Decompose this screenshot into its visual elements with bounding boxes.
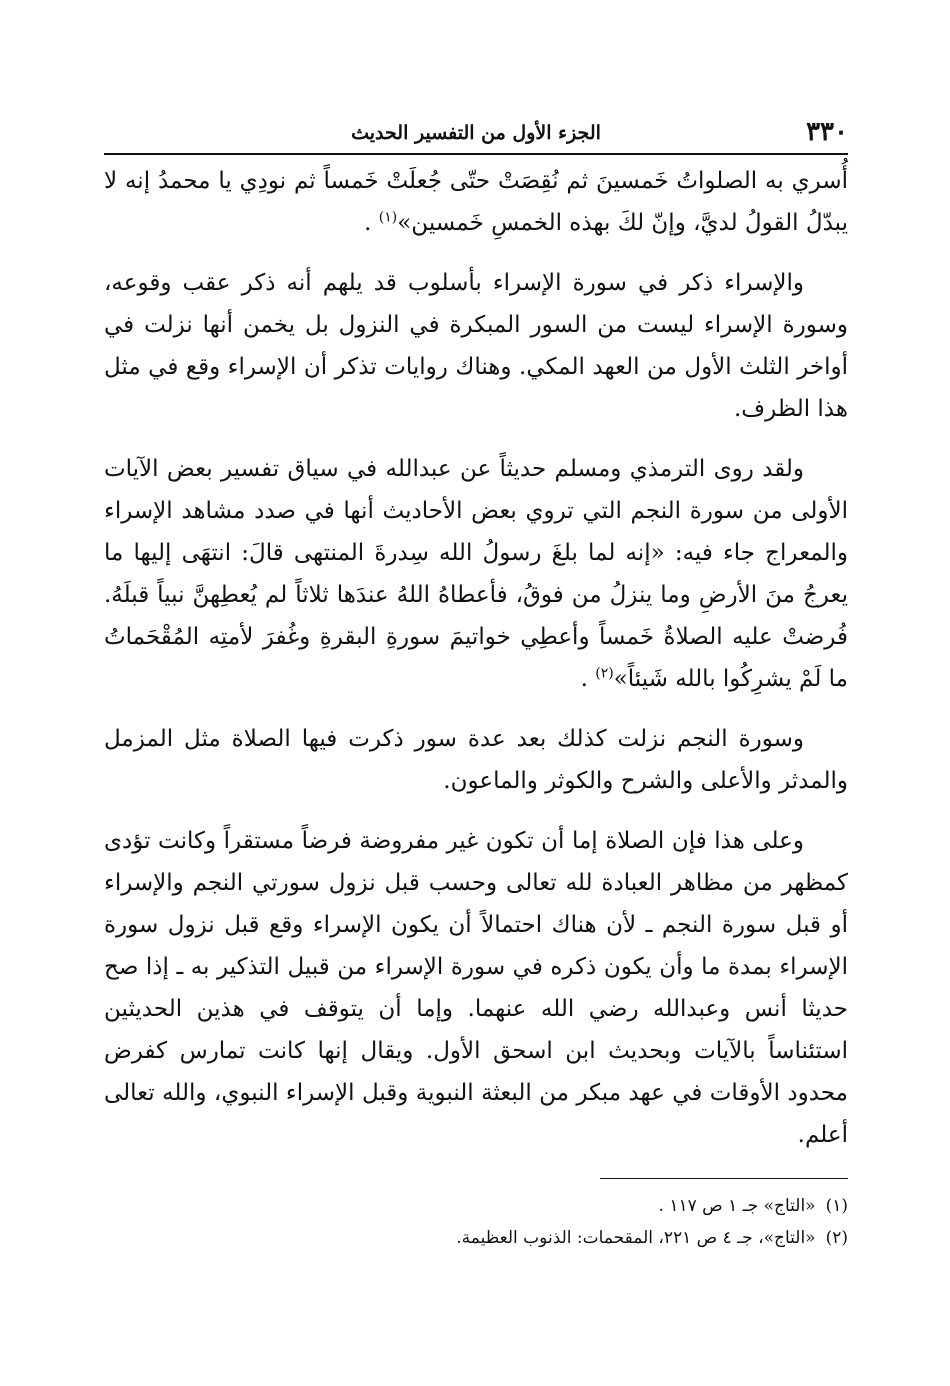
body-text [104,160,848,1174]
footnote-reference: (٢) [595,665,614,682]
footnote-separator [600,1178,848,1179]
footnote [104,1222,848,1254]
running-title: الجزء الأول من التفسير الحديث [351,122,601,144]
paragraph [104,160,848,244]
footnote-number: (١) [825,1196,848,1216]
footnote-reference: (١) [378,209,398,226]
paragraph [104,820,848,1156]
paragraph-end: . [580,666,596,692]
paragraph-text: أُسري به الصلواتُ خَمسينَ ثم نُقِصَتْ حتّى جُعلَتْ خَمساً ثم نودِي يا محمدُ إنه لا يبدّلُ القولُ لديَّ، وإنّ لكَ بهذه الخمسِ خَمسين» [104,168,848,236]
footnotes [104,1190,848,1254]
footnote-text: «التاج» جـ ١ ص ١١٧ . [658,1196,816,1216]
header-rule [104,153,848,155]
footnote-text: «التاج»، جـ ٤ ص ٢٢١، المقحمات: الذنوب العظيمة. [456,1228,816,1248]
page-number: ٣٣٠ [806,117,848,147]
paragraph-text: وسورة النجم نزلت كذلك بعد عدة سور ذكرت فيها الصلاة مثل المزمل والمدثر والأعلى والشرح والكوثر والماعون. [104,726,848,794]
footnote [104,1190,848,1222]
paragraph-text: ولقد روى الترمذي ومسلم حديثاً عن عبدالله في سياق تفسير بعض الآيات الأولى من سورة النجم التي تروي بعض الأحاديث أنها في صدد مشاهد الإسراء والمعراج جاء فيه: «إنه لما بلغَ رسولُ الله سِدرةَ المنتهى قالَ: انتهَى إليها ما يعرجُ منَ الأرضِ وما ينزلُ من فوقُ، فأعطاهُ اللهُ عندَها ثلاثاً لم يُعطِهنَّ نبياً قبلَهُ. فُرضتْ عليه الصلاةُ خَمساً وأعطِي خواتيمَ سورةِ البقرةِ وغُفرَ لأمتِه المُقْحَماتُ ما لَمْ يشرِكُوا بالله شَيئاً» [104,456,848,692]
paragraph-text: والإسراء ذكر في سورة الإسراء بأسلوب قد يلهم أنه ذكر عقب وقوعه، وسورة الإسراء ليست من السور المبكرة في النزول بل يخمن أنها نزلت في أواخر الثلث الأول من العهد المكي. وهناك روايات تذكر أن الإسراء وقع في مثل هذا الظرف. [104,270,848,422]
paragraph [104,718,848,802]
paragraph [104,448,848,700]
paragraph [104,262,848,430]
page-header [104,114,848,154]
paragraph-text: وعلى هذا فإن الصلاة إما أن تكون غير مفروضة فرضاً مستقراً وكانت تؤدى كمظهر من مظاهر العبادة لله تعالى وحسب قبل نزول سورتي النجم والإسراء أو قبل سورة النجم ـ لأن هناك احتمالاً أن يكون الإسراء وقع قبل نزول سورة الإسراء بمدة ما وأن يكون ذكره في سورة الإسراء من قبيل التذكير به ـ إذا صح حديثا أنس وعبدالله رضي الله عنهما. وإما أن يتوقف في هذين الحديثين استئناساً بالآيات وبحديث ابن اسحق الأول. ويقال إنها كانت تمارس كفرض محدود الأوقات في عهد مبكر من البعثة النبوية وقبل الإسراء النبوي، والله تعالى أعلم. [104,828,848,1148]
paragraph-end: . [364,210,379,236]
footnote-number: (٢) [825,1228,848,1248]
